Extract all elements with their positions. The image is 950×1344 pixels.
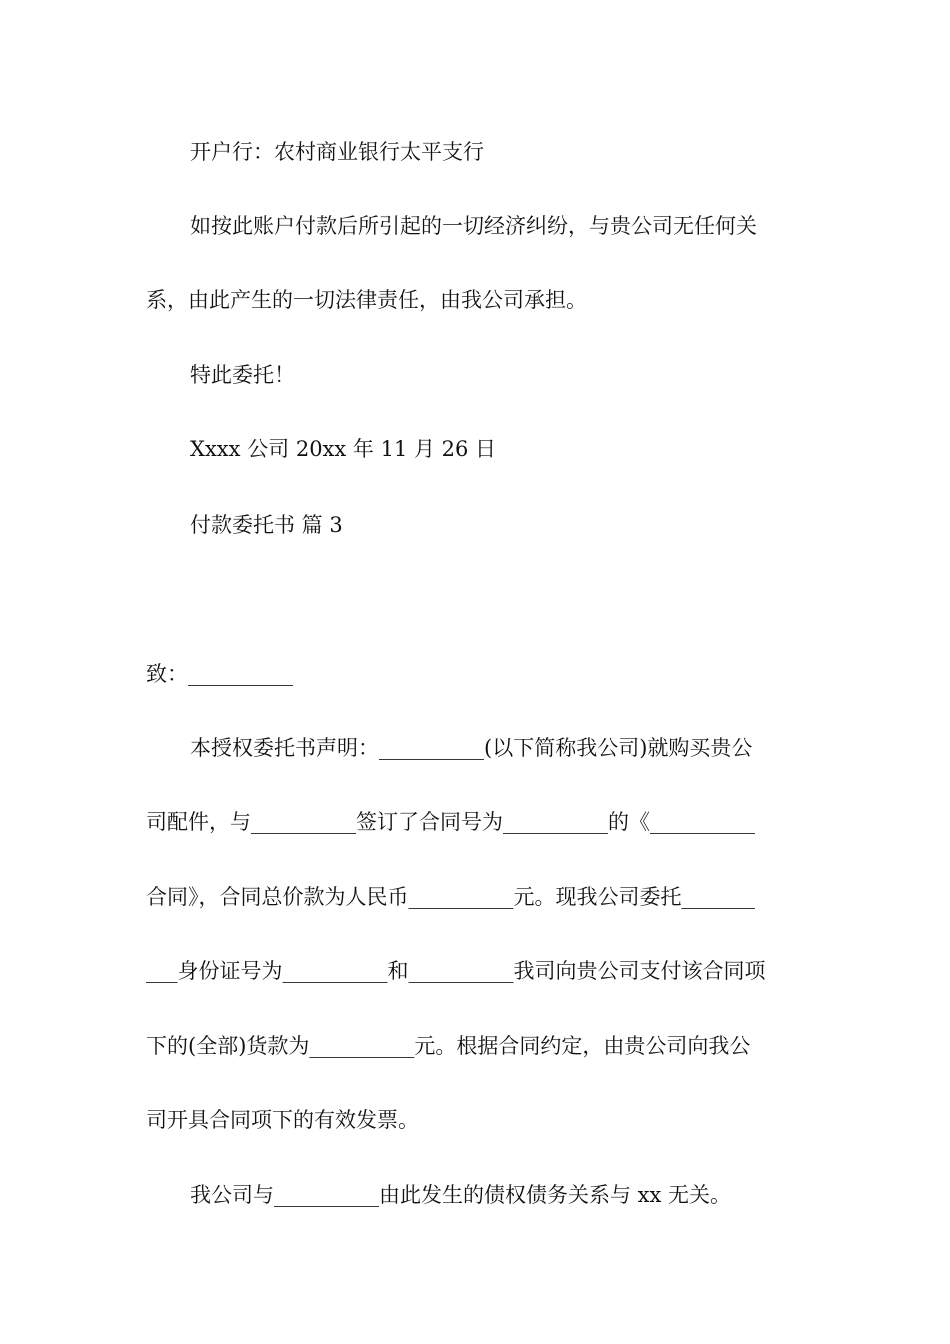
declaration-line-1: 本授权委托书声明：__________(以下简称我公司)就购买贵公 — [190, 736, 753, 760]
declaration-line-4: ___身份证号为__________和__________我司向贵公司支付该合同项 — [146, 959, 766, 983]
entrust-line: 特此委托！ — [190, 363, 295, 387]
addressee-line: 致：__________ — [146, 662, 293, 686]
section-heading: 付款委托书 篇 3 — [190, 513, 343, 537]
signature-date-line: Xxxx 公司 20xx 年 11 月 26 日 — [190, 437, 497, 461]
declaration-line-5: 下的(全部)货款为__________元。根据合同约定，由贵公司向我公 — [146, 1034, 751, 1058]
declaration-line-2: 司配件，与__________签订了合同号为__________的《__________ — [146, 810, 755, 834]
dispute-line-2: 系，由此产生的一切法律责任，由我公司承担。 — [146, 288, 587, 312]
liability-line: 我公司与__________由此发生的债权债务关系与 xx 无关。 — [190, 1183, 732, 1207]
dispute-line-1: 如按此账户付款后所引起的一切经济纠纷，与贵公司无任何关 — [190, 214, 757, 238]
declaration-line-3: 合同》，合同总价款为人民币__________元。现我公司委托_______ — [146, 885, 755, 909]
declaration-line-6: 司开具合同项下的有效发票。 — [146, 1108, 419, 1132]
bank-line: 开户行：农村商业银行太平支行 — [190, 140, 484, 164]
